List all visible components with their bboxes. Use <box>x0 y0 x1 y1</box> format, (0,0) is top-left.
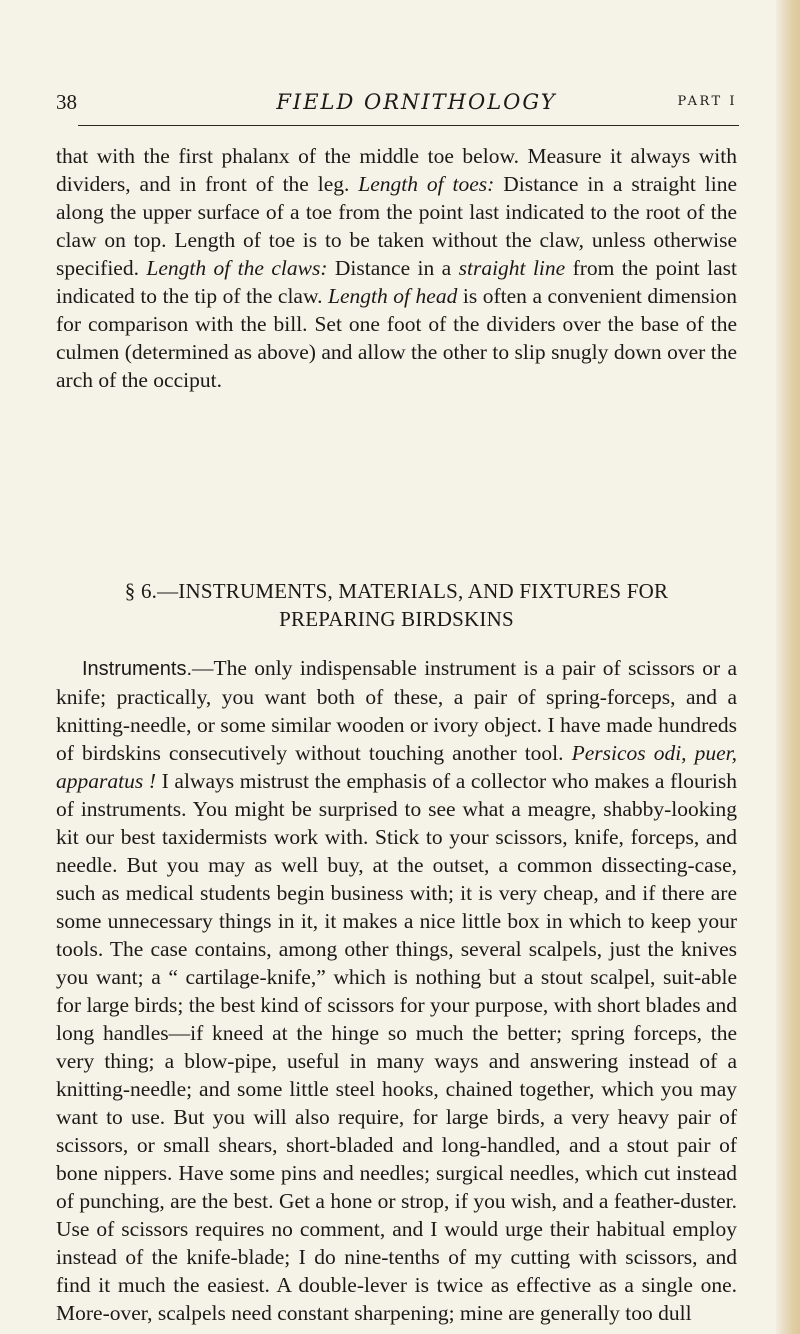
paragraph-2-text-run: I always mistrust the emphasis of a collector who makes a flourish of instruments. You might be surprised to see what a meagre, shabby-looking kit our best taxidermists work with. Stick to your scissors, knife, forceps, and needle. But you may as well buy, at the outset, a common dissecting-case, such as medical students begin business with; it is very cheap, and if there are some unnecessary things in it, it makes a nice little box in which to keep your tools. The case contains, among other things, several scalpels, just the knives you want; a “ cartilage-knife,” which is nothing but a stout scalpel, suit-able for large birds; the best kind of scissors for your purpose, with short blades and long handles—if kneed at the hinge so much the better; spring forceps, the very thing; a blow-pipe, useful in many ways and answering instead of a knitting-needle; and some little steel hooks, chained together, which you may want to use. But you will also require, for large birds, a very heavy pair of scissors, or small shears, short-bladed and long-handled, and a stout pair of bone nippers. Have some pins and needles; surgical needles, which cut instead of punching, are the best. Get a hone or strop, if you wish, and a feather-duster. Use of scissors requires no comment, and I would urge their habitual employ instead of the knife-blade; I do nine-tenths of my cutting with scissors, and find it much the easiest. A double-lever is twice as effective as a single one. More-over, scalpels need constant sharpening; mine are generally too dull <box>56 769 737 1325</box>
paragraph-1-text-run: that with the first phalanx of the middle toe below. Measure it always with dividers, and in front of the leg. <box>56 144 737 196</box>
paragraph-1-text <box>56 142 737 394</box>
section-heading-line-1: § 6.—INSTRUMENTS, MATERIALS, AND FIXTURES FOR <box>124 579 669 603</box>
page-number: 38 <box>56 90 77 114</box>
paragraph-1-text-run: Distance in a straight line along the upper surface of a toe from the point last indicated to the root of the claw on top. Length of toe is to be taken without the claw, unless otherwise specified. <box>56 172 737 280</box>
paragraph-1-text-run: is often a convenient dimension for comparison with the bill. Set one foot of the dividers over the base of the culmen (determined as above) and allow the other to slip snugly down over the arch of the occiput. <box>56 284 737 392</box>
part-label: PART I <box>677 94 737 109</box>
paragraph-2-lead-in: Instruments. <box>82 658 193 680</box>
section-heading <box>56 577 737 633</box>
paragraph-1-italic-phrase: Length of the claws: <box>146 256 328 280</box>
running-title: FIELD ORNITHOLOGY <box>276 90 557 114</box>
paragraph-1-italic-phrase: Length of toes: <box>358 172 495 196</box>
paragraph-1-italic-phrase: Length of head <box>328 284 458 308</box>
paragraph-2 <box>56 654 737 1327</box>
paragraph-2-italic-phrase: Persicos odi, puer, apparatus ! <box>56 741 738 793</box>
paragraph-1-text-run: from the point last indicated to the tip of the claw. <box>56 256 737 308</box>
paragraph-1-italic-phrase: straight line <box>458 256 566 280</box>
page-edge-shadow <box>776 0 800 1334</box>
paragraph-1 <box>56 142 737 394</box>
header-rule <box>78 125 739 126</box>
section-heading-line-2: PREPARING BIRDSKINS <box>279 607 514 631</box>
paragraph-1-text-run: Distance in a <box>327 256 459 280</box>
running-head <box>56 90 737 118</box>
paragraph-2-text-run: —The only indispensable instrument is a pair of scissors or a knife; practically, you want both of these, a pair of spring-forceps, and a knitting-needle, or some similar wooden or ivory object. I have made hundreds of birdskins consecutively without touching another tool. <box>56 656 737 765</box>
